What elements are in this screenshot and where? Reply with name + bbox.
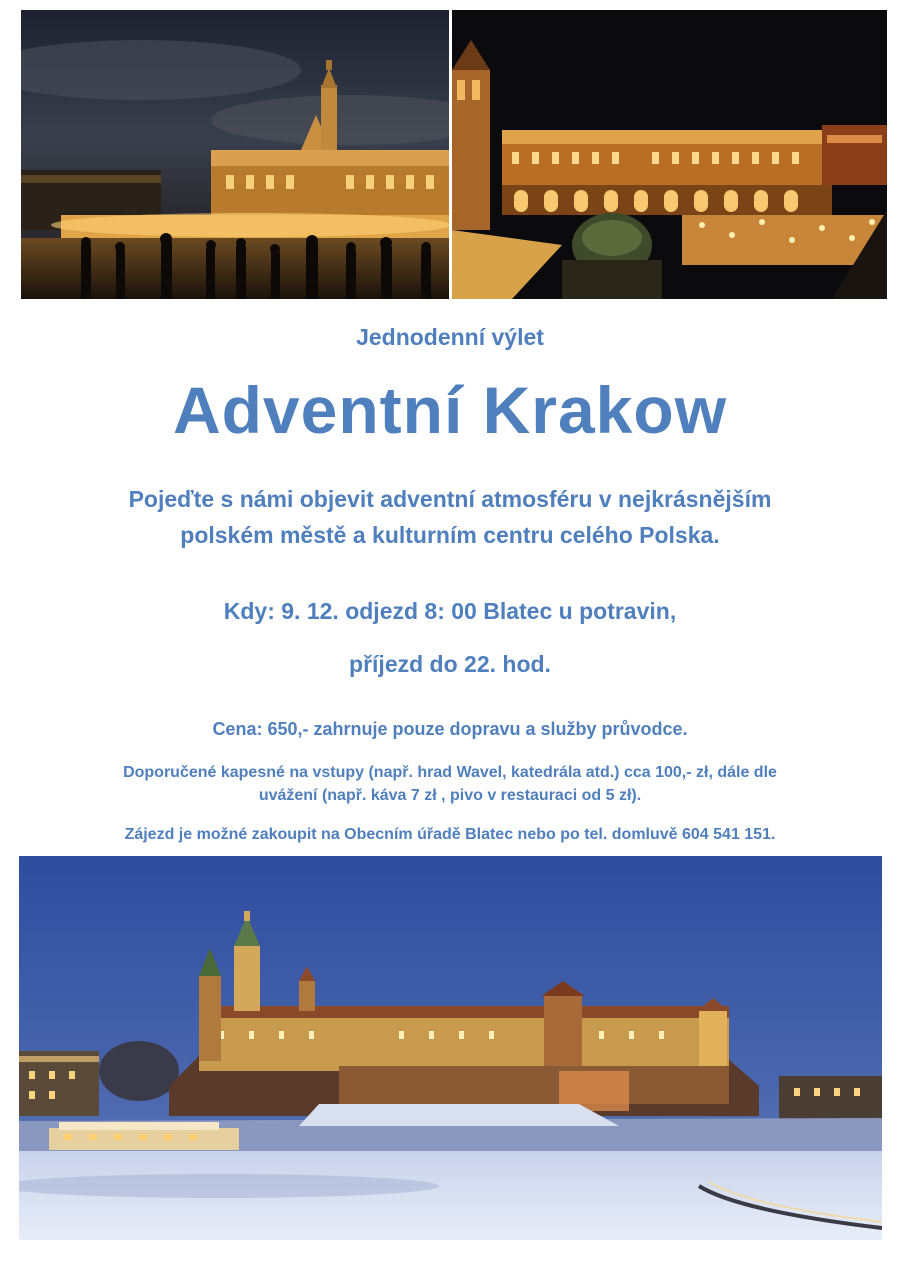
poster-title: Adventní Krakow: [172, 373, 728, 447]
intro-line: Pojeďte s námi objevit adventní atmosféru v nejkrásnějším: [128, 486, 772, 512]
cloth-hall-christmas-market-photo: [452, 10, 887, 299]
price-info: Cena: 650,- zahrnuje pouze dopravu a služby průvodce.: [212, 719, 688, 739]
contact-info: Zájezd je možné zakoupit na Obecním úřadě Blatec nebo po tel. domluvě 604 541 151.: [124, 826, 776, 843]
wawel-castle-winter-photo: [19, 856, 882, 1240]
intro-line: polském městě a kulturním centru celého Polska.: [180, 522, 720, 548]
trip-subtitle: Jednodenní výlet: [356, 324, 544, 350]
pocket-money-line: Doporučené kapesné na vstupy (např. hrad Wavel, katedrála atd.) cca 100,- zł, dále dle: [123, 764, 777, 781]
departure-info: Kdy: 9. 12. odjezd 8: 00 Blatec u potravin,: [223, 598, 677, 624]
pocket-money-info: [50, 761, 850, 807]
market-square-night-photo: [21, 10, 449, 299]
pocket-money-line: uvážení (např. káva 7 zł , pivo v restauraci od 5 zł).: [258, 787, 642, 804]
arrival-info: příjezd do 22. hod.: [349, 651, 551, 677]
intro-text: [0, 481, 900, 553]
